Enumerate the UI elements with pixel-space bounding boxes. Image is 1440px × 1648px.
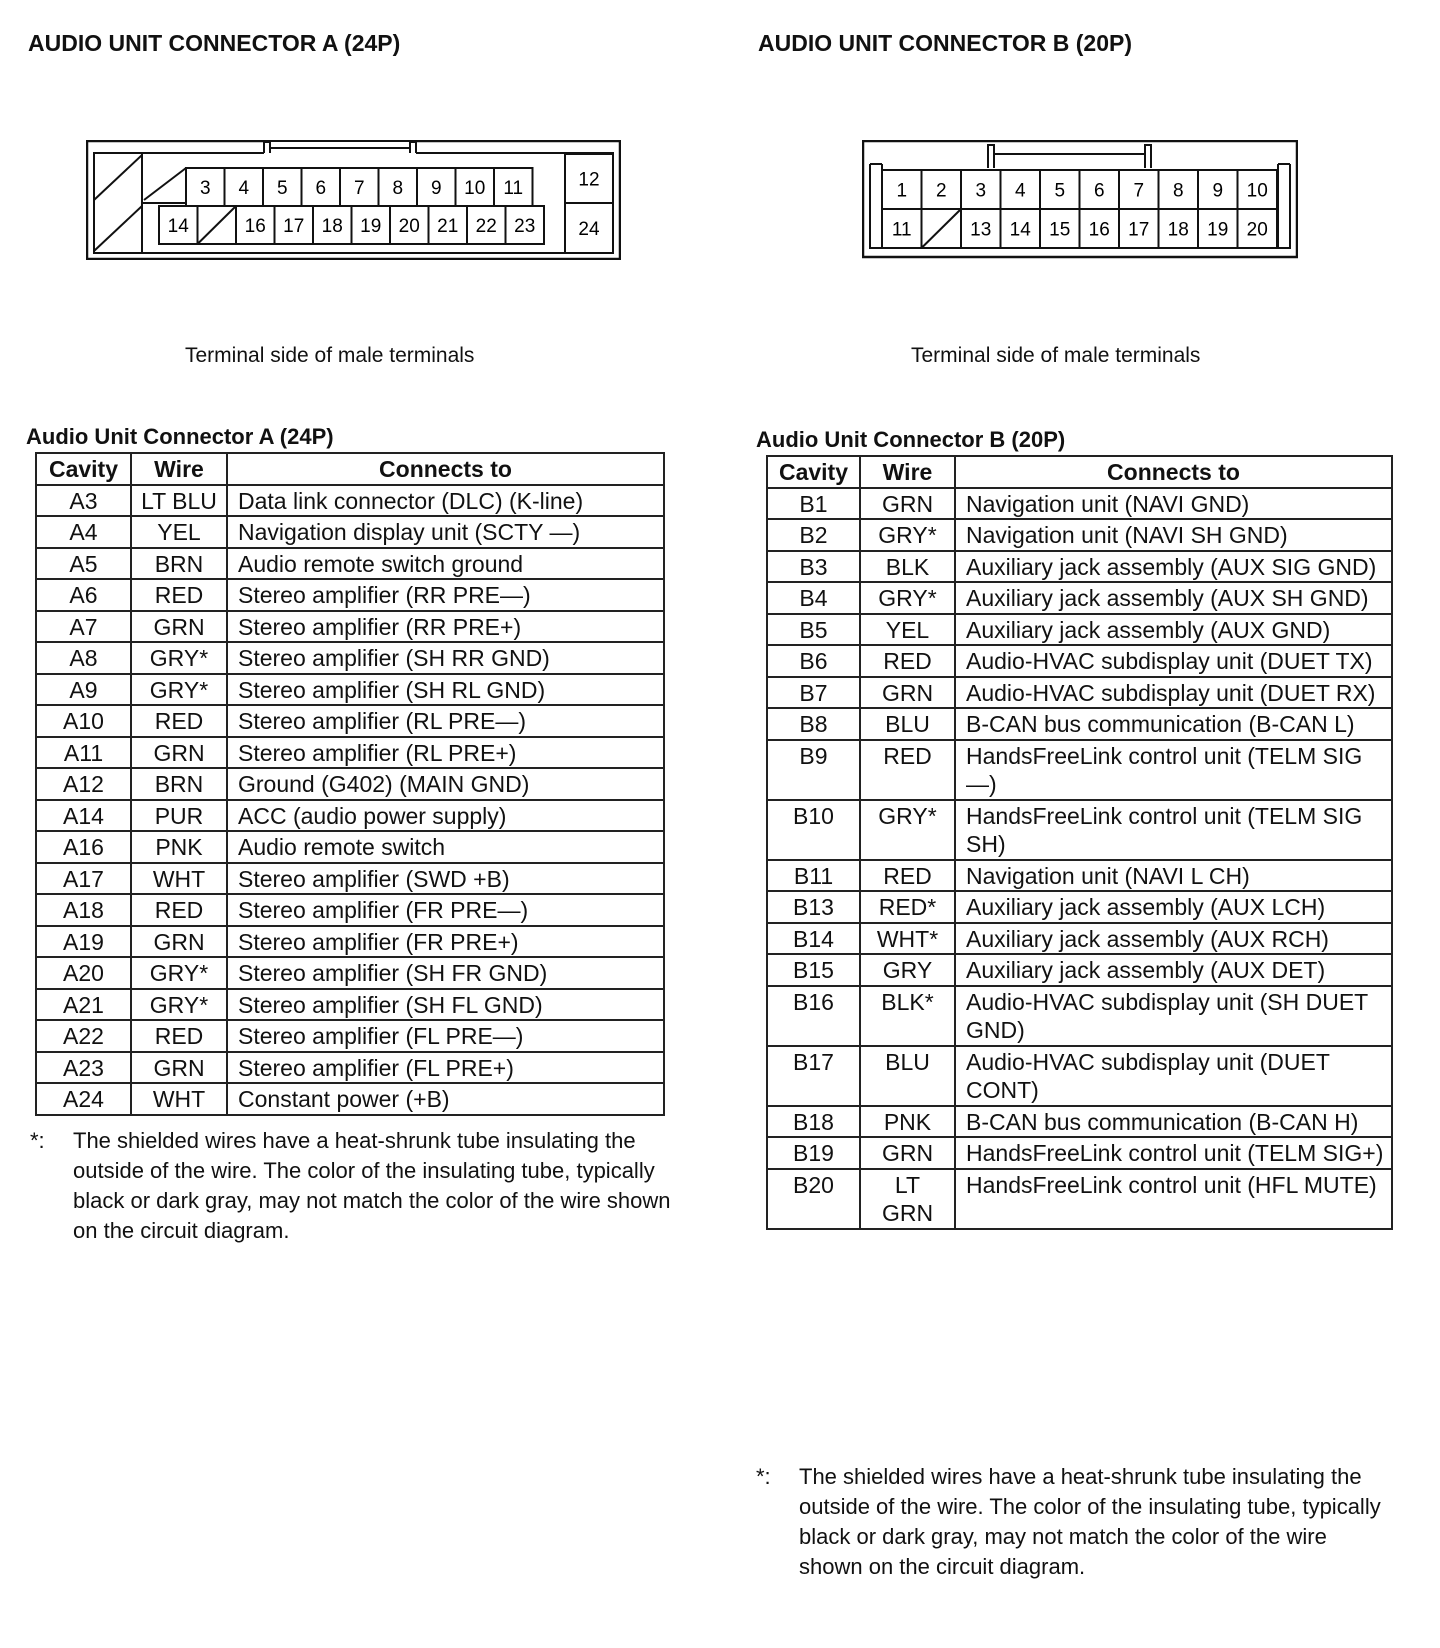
cavity-cell: A4	[36, 516, 131, 548]
cavity-cell: B6	[767, 645, 860, 677]
cavity-cell: A7	[36, 611, 131, 643]
table-row	[36, 768, 664, 800]
pin-label: 19	[360, 216, 382, 237]
table-row	[36, 611, 664, 643]
pin-label: 13	[970, 219, 992, 241]
connects-to-cell: HandsFreeLink control unit (TELM SIG SH)	[955, 800, 1392, 860]
table-row	[767, 891, 1392, 923]
header-connects-to: Connects to	[227, 453, 664, 485]
pin-label: 20	[398, 216, 420, 237]
wire-cell: RED	[860, 645, 955, 677]
table-row	[36, 894, 664, 926]
table-row	[36, 831, 664, 863]
table-row	[36, 485, 664, 517]
pin-label: 4	[238, 178, 250, 199]
pin-label: 6	[315, 178, 327, 199]
cavity-cell: B17	[767, 1046, 860, 1106]
wire-cell: YEL	[131, 516, 227, 548]
pin-label: 19	[1207, 219, 1229, 241]
pin-label: 9	[430, 178, 442, 199]
header-wire: Wire	[860, 456, 955, 488]
pin-label: 2	[935, 180, 947, 202]
table-row	[767, 923, 1392, 955]
pin-label: 22	[475, 216, 497, 237]
cavity-cell: A19	[36, 926, 131, 958]
table-row	[36, 800, 664, 832]
footnote-marker: *:	[756, 1464, 771, 1489]
table-a-header-row	[36, 453, 664, 485]
cavity-cell: B7	[767, 677, 860, 709]
cavity-cell: A14	[36, 800, 131, 832]
connects-to-cell: Auxiliary jack assembly (AUX SIG GND)	[955, 551, 1392, 583]
table-row	[767, 986, 1392, 1046]
wire-cell: GRN	[131, 1052, 227, 1084]
pin-label: 11	[891, 219, 912, 241]
connects-to-cell: Audio remote switch	[227, 831, 664, 863]
wire-cell: RED*	[860, 891, 955, 923]
table-row	[36, 926, 664, 958]
wire-cell: GRY*	[860, 800, 955, 860]
cavity-cell: A5	[36, 548, 131, 580]
cavity-cell: A10	[36, 705, 131, 737]
wire-cell: BLU	[860, 708, 955, 740]
connects-to-cell: HandsFreeLink control unit (TELM SIG—)	[955, 740, 1392, 800]
cavity-cell: A16	[36, 831, 131, 863]
connects-to-cell: Auxiliary jack assembly (AUX RCH)	[955, 923, 1392, 955]
cavity-cell: B20	[767, 1169, 860, 1229]
connects-to-cell: Audio remote switch ground	[227, 548, 664, 580]
cavity-cell: A23	[36, 1052, 131, 1084]
cavity-cell: A20	[36, 957, 131, 989]
table-row	[36, 674, 664, 706]
connector-a-diagram	[86, 140, 621, 260]
cavity-cell: A9	[36, 674, 131, 706]
empty-cavity-slash	[922, 209, 962, 248]
connects-to-cell: Stereo amplifier (SH FR GND)	[227, 957, 664, 989]
cavity-cell: B10	[767, 800, 860, 860]
table-row	[767, 645, 1392, 677]
table-row	[36, 1020, 664, 1052]
connects-to-cell: Ground (G402) (MAIN GND)	[227, 768, 664, 800]
pin-label: 12	[578, 169, 600, 191]
table-row	[767, 1046, 1392, 1106]
pin-label: 7	[353, 178, 365, 199]
cavity-cell: B11	[767, 860, 860, 892]
wire-cell: RED	[860, 860, 955, 892]
cavity-cell: B9	[767, 740, 860, 800]
wire-cell: GRN	[131, 737, 227, 769]
connects-to-cell: B-CAN bus communication (B-CAN H)	[955, 1106, 1392, 1138]
wire-cell: WHT*	[860, 923, 955, 955]
connects-to-cell: Navigation unit (NAVI GND)	[955, 488, 1392, 520]
connects-to-cell: Auxiliary jack assembly (AUX SH GND)	[955, 582, 1392, 614]
pin-label: 24	[578, 219, 600, 240]
wire-cell: BRN	[131, 548, 227, 580]
connects-to-cell: Audio-HVAC subdisplay unit (DUET CONT)	[955, 1046, 1392, 1106]
connects-to-cell: ACC (audio power supply)	[227, 800, 664, 832]
connector-a-heading: AUDIO UNIT CONNECTOR A (24P)	[28, 30, 401, 56]
cavity-cell: B5	[767, 614, 860, 646]
connects-to-cell: Auxiliary jack assembly (AUX DET)	[955, 954, 1392, 986]
wire-cell: GRN	[131, 926, 227, 958]
connects-to-cell: Navigation display unit (SCTY —)	[227, 516, 664, 548]
table-row	[36, 863, 664, 895]
pin-label: 3	[199, 178, 211, 199]
table-b-footnote	[756, 1462, 1396, 1582]
wire-cell: GRY*	[131, 957, 227, 989]
wire-cell: GRN	[860, 677, 955, 709]
table-b	[766, 455, 1393, 1230]
wire-cell: GRY*	[131, 642, 227, 674]
footnote-marker: *:	[30, 1128, 45, 1153]
wire-cell: BRN	[131, 768, 227, 800]
header-cavity: Cavity	[36, 453, 131, 485]
table-a-title: Audio Unit Connector A (24P)	[26, 424, 334, 449]
table-a	[35, 452, 665, 1116]
table-row	[767, 1169, 1392, 1229]
table-row	[767, 677, 1392, 709]
table-b-title: Audio Unit Connector B (20P)	[756, 427, 1066, 452]
header-connects-to: Connects to	[955, 456, 1392, 488]
cavity-cell: B18	[767, 1106, 860, 1138]
table-row	[36, 1052, 664, 1084]
pin-label: 16	[1088, 219, 1110, 241]
table-row	[767, 488, 1392, 520]
pin-label: 10	[464, 178, 486, 199]
connects-to-cell: Audio-HVAC subdisplay unit (SH DUET GND)	[955, 986, 1392, 1046]
pin-label: 4	[1014, 180, 1026, 202]
cavity-cell: A22	[36, 1020, 131, 1052]
connector-a-lock-tab	[264, 142, 416, 166]
connects-to-cell: Stereo amplifier (FL PRE—)	[227, 1020, 664, 1052]
connects-to-cell: Stereo amplifier (SH FL GND)	[227, 989, 664, 1021]
wire-cell: BLK*	[860, 986, 955, 1046]
pin-label: 3	[975, 180, 987, 202]
connects-to-cell: Stereo amplifier (SWD +B)	[227, 863, 664, 895]
table-row	[767, 582, 1392, 614]
wire-cell: GRY*	[860, 582, 955, 614]
wire-cell: RED	[131, 705, 227, 737]
empty-cavity-slash	[198, 206, 237, 244]
connector-b-caption: Terminal side of male terminals	[911, 344, 1201, 367]
connects-to-cell: Auxiliary jack assembly (AUX GND)	[955, 614, 1392, 646]
pin-label: 18	[1167, 219, 1189, 241]
wire-cell: PNK	[860, 1106, 955, 1138]
pin-label: 11	[503, 178, 524, 199]
table-row	[36, 579, 664, 611]
table-row	[767, 708, 1392, 740]
cavity-cell: B8	[767, 708, 860, 740]
table-row	[36, 516, 664, 548]
footnote-text: The shielded wires have a heat-shrunk tube insulating the outside of the wire. The color of the insulating tube, typically black or dark gray, may not match the color of the wire shown on the circuit diagram.	[799, 1464, 1381, 1579]
table-row	[36, 989, 664, 1021]
wire-cell: GRY	[860, 954, 955, 986]
wire-cell: PNK	[131, 831, 227, 863]
table-row	[36, 705, 664, 737]
pin-label: 1	[896, 180, 908, 202]
table-row	[767, 1137, 1392, 1169]
pin-label: 23	[514, 216, 536, 237]
pin-label: 10	[1246, 180, 1268, 202]
cavity-cell: A11	[36, 737, 131, 769]
pin-label: 8	[1172, 180, 1184, 202]
connects-to-cell: Stereo amplifier (FL PRE+)	[227, 1052, 664, 1084]
cavity-cell: B13	[767, 891, 860, 923]
wire-cell: RED	[131, 1020, 227, 1052]
cavity-cell: B1	[767, 488, 860, 520]
wire-cell: GRY*	[860, 519, 955, 551]
wire-cell: RED	[131, 894, 227, 926]
wire-cell: WHT	[131, 863, 227, 895]
wire-cell: GRN	[131, 611, 227, 643]
connects-to-cell: Navigation unit (NAVI L CH)	[955, 860, 1392, 892]
cavity-cell: A12	[36, 768, 131, 800]
wire-cell: LT BLU	[131, 485, 227, 517]
cavity-cell: B3	[767, 551, 860, 583]
wire-cell: GRY*	[131, 674, 227, 706]
connects-to-cell: Data link connector (DLC) (K-line)	[227, 485, 664, 517]
footnote-text: The shielded wires have a heat-shrunk tube insulating the outside of the wire. The color of the insulating tube, typically black or dark gray, may not match the color of the wire shown on the circuit diagram.	[73, 1128, 671, 1243]
connects-to-cell: Stereo amplifier (SH RR GND)	[227, 642, 664, 674]
connects-to-cell: HandsFreeLink control unit (TELM SIG+)	[955, 1137, 1392, 1169]
pin-label: 5	[1054, 180, 1066, 202]
cavity-cell: A3	[36, 485, 131, 517]
table-row	[767, 740, 1392, 800]
wire-cell: BLU	[860, 1046, 955, 1106]
table-row	[767, 954, 1392, 986]
wire-cell: LT GRN	[860, 1169, 955, 1229]
cavity-cell: B15	[767, 954, 860, 986]
pin-label: 16	[244, 216, 266, 237]
table-row	[36, 957, 664, 989]
pin-label: 6	[1093, 180, 1105, 202]
connects-to-cell: Stereo amplifier (RL PRE—)	[227, 705, 664, 737]
cavity-cell: B19	[767, 1137, 860, 1169]
connects-to-cell: Stereo amplifier (RR PRE+)	[227, 611, 664, 643]
pin-label: 14	[167, 216, 189, 237]
table-a-footnote	[30, 1126, 680, 1246]
cavity-cell: A17	[36, 863, 131, 895]
table-row	[767, 860, 1392, 892]
cavity-cell: B14	[767, 923, 860, 955]
cavity-cell: A8	[36, 642, 131, 674]
connects-to-cell: HandsFreeLink control unit (HFL MUTE)	[955, 1169, 1392, 1229]
table-row	[36, 1083, 664, 1115]
connects-to-cell: Audio-HVAC subdisplay unit (DUET TX)	[955, 645, 1392, 677]
connects-to-cell: Stereo amplifier (SH RL GND)	[227, 674, 664, 706]
connects-to-cell: B-CAN bus communication (B-CAN L)	[955, 708, 1392, 740]
table-row	[767, 800, 1392, 860]
wire-cell: WHT	[131, 1083, 227, 1115]
pin-label: 15	[1049, 219, 1071, 241]
header-cavity: Cavity	[767, 456, 860, 488]
connects-to-cell: Stereo amplifier (RL PRE+)	[227, 737, 664, 769]
wire-cell: PUR	[131, 800, 227, 832]
connects-to-cell: Constant power (+B)	[227, 1083, 664, 1115]
wire-cell: GRY*	[131, 989, 227, 1021]
table-row	[36, 548, 664, 580]
wire-cell: YEL	[860, 614, 955, 646]
pin-label: 14	[1009, 219, 1031, 241]
pin-label: 7	[1133, 180, 1145, 202]
cavity-cell: B16	[767, 986, 860, 1046]
wire-cell: GRN	[860, 488, 955, 520]
connects-to-cell: Navigation unit (NAVI SH GND)	[955, 519, 1392, 551]
table-row	[767, 1106, 1392, 1138]
connects-to-cell: Auxiliary jack assembly (AUX LCH)	[955, 891, 1392, 923]
header-wire: Wire	[131, 453, 227, 485]
table-row	[36, 642, 664, 674]
connects-to-cell: Stereo amplifier (FR PRE—)	[227, 894, 664, 926]
cavity-cell: A6	[36, 579, 131, 611]
pin-label: 17	[1128, 219, 1150, 241]
pin-label: 17	[283, 216, 305, 237]
wire-cell: RED	[860, 740, 955, 800]
pin-label: 8	[392, 178, 404, 199]
cavity-cell: B4	[767, 582, 860, 614]
connector-b-heading: AUDIO UNIT CONNECTOR B (20P)	[758, 30, 1132, 56]
table-row	[767, 551, 1392, 583]
table-b-header-row	[767, 456, 1392, 488]
connector-b-lock-tab-outline	[988, 145, 994, 168]
connects-to-cell: Stereo amplifier (RR PRE—)	[227, 579, 664, 611]
connector-a-caption: Terminal side of male terminals	[185, 344, 475, 367]
pin-label: 9	[1212, 180, 1224, 202]
connector-a-blank-cavity	[94, 153, 142, 253]
pin-label: 5	[276, 178, 288, 199]
cavity-cell: A18	[36, 894, 131, 926]
pin-label: 18	[321, 216, 343, 237]
cavity-cell: A21	[36, 989, 131, 1021]
table-row	[767, 614, 1392, 646]
connector-b-diagram	[862, 140, 1298, 260]
connects-to-cell: Stereo amplifier (FR PRE+)	[227, 926, 664, 958]
table-row	[767, 519, 1392, 551]
wire-cell: GRN	[860, 1137, 955, 1169]
wire-cell: BLK	[860, 551, 955, 583]
cavity-cell: A24	[36, 1083, 131, 1115]
wire-cell: RED	[131, 579, 227, 611]
table-row	[36, 737, 664, 769]
connects-to-cell: Audio-HVAC subdisplay unit (DUET RX)	[955, 677, 1392, 709]
cavity-cell: B2	[767, 519, 860, 551]
pin-label: 20	[1246, 219, 1268, 241]
pin-label: 21	[437, 216, 459, 237]
